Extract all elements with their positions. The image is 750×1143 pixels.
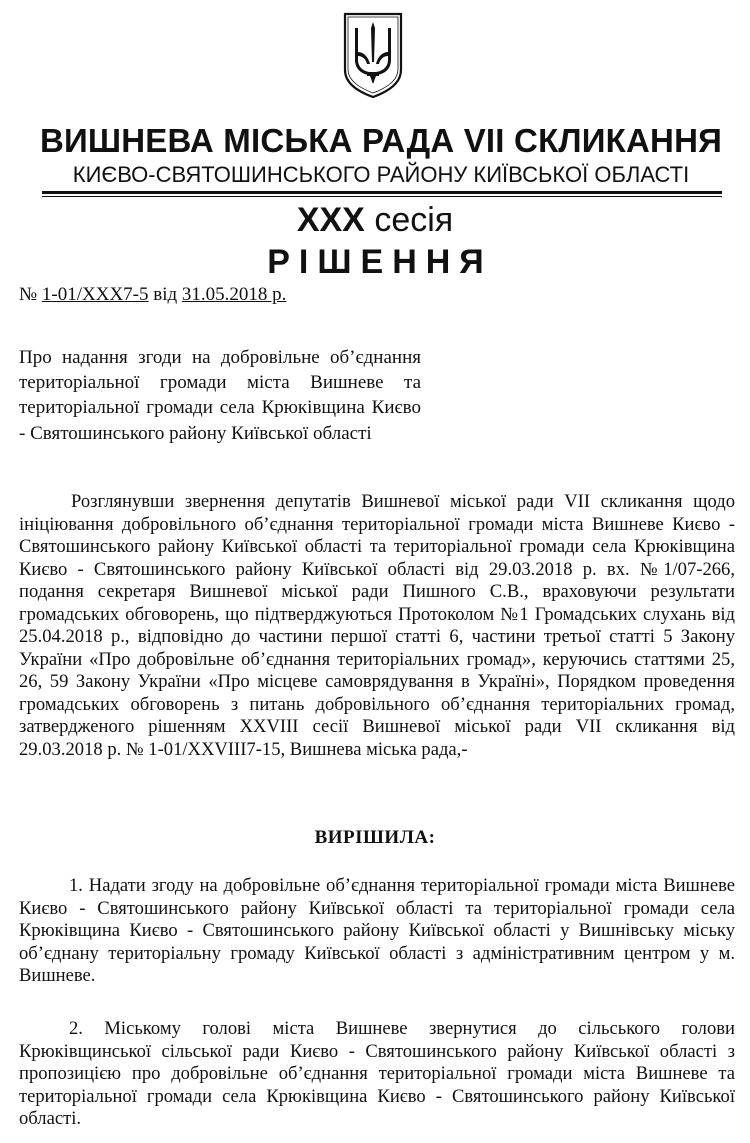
decision-title: РІШЕННЯ (267, 243, 493, 281)
council-subtitle: КИЄВО-СВЯТОШИНСЬКОГО РАЙОНУ КИЇВСЬКОЇ ОБЛАСТІ (72, 162, 690, 187)
session-number: ХХХ (296, 201, 365, 239)
number-prefix: № (19, 284, 38, 305)
document-date: 31.05.2018 р. (181, 284, 287, 305)
resolution-item-2: 2. Міському голові міста Вишневе звернутися до сільського голови Крюківщинської сільської ради Києво - Святошинського району Київської області з пропозицією про добровільне об’єднання територіальної громади міста Вишневе та територіальної громади села Крюківщина Києво - Святошинського району Київської області. (19, 1018, 735, 1129)
resolved-heading: ВИРІШИЛА: (314, 827, 436, 848)
header-divider-thin (42, 196, 722, 197)
session-heading (0, 200, 750, 240)
trident-coat-of-arms-icon (341, 12, 405, 98)
session-word: сесія (374, 201, 454, 239)
council-title: ВИШНЕВА МІСЬКА РАДА VII СКЛИКАННЯ (39, 122, 723, 159)
decision-subject: Про надання згоди на добровільне об’єднання територіальної громади міста Вишневе та територіальної громади села Крюківщина Києво - Святошинського району Київської області (19, 347, 421, 444)
preamble-paragraph: Розглянувши звернення депутатів Вишневої міської ради VII скликання щодо ініціювання добровільного об’єднання територіальної громади міста Вишневе Києво - Святошинського району Київської області та територіальної громади села Крюківщина Києво - Святошинського району Київської області від 29.03.2018 р. вх. №1/07-266, подання секретаря Вишневої міської ради Пишного С.В., враховуючи результати громадських обговорень, що підтверджуються Протоколом №1 Громадських слухань від 25.04.2018 р., відповідно до частини першої статті 6, частини третьої статті 5 Закону України «Про добровільне об’єднання територіальних громад», керуючись статтями 25, 26, 59 Закону України «Про місцеве самоврядування в Україні», Порядком проведення громадських обговорень з питань добровільного об’єднання територіальних громад, затвердженого рішенням XXVIII сесії Вишневої міської ради VII скликання від 29.03.2018 р. № 1-01/XXVIII7-15, Вишнева міська рада,- (19, 491, 735, 760)
header-divider-thick (42, 191, 722, 194)
document-number: 1-01/ХХХ7-5 (41, 284, 149, 305)
resolution-item-1: 1. Надати згоду на добровільне об’єднання територіальної громади міста Вишневе Києво - Святошинського району Київської області та територіальної громади села Крюківщина Києво - Святошинського району Київської області у Вишнівську міську об’єднану територіальну громаду Київської області з адміністративним центром у м. Вишневе. (19, 875, 735, 986)
date-word: від (153, 284, 178, 305)
document-number-line (19, 283, 286, 307)
